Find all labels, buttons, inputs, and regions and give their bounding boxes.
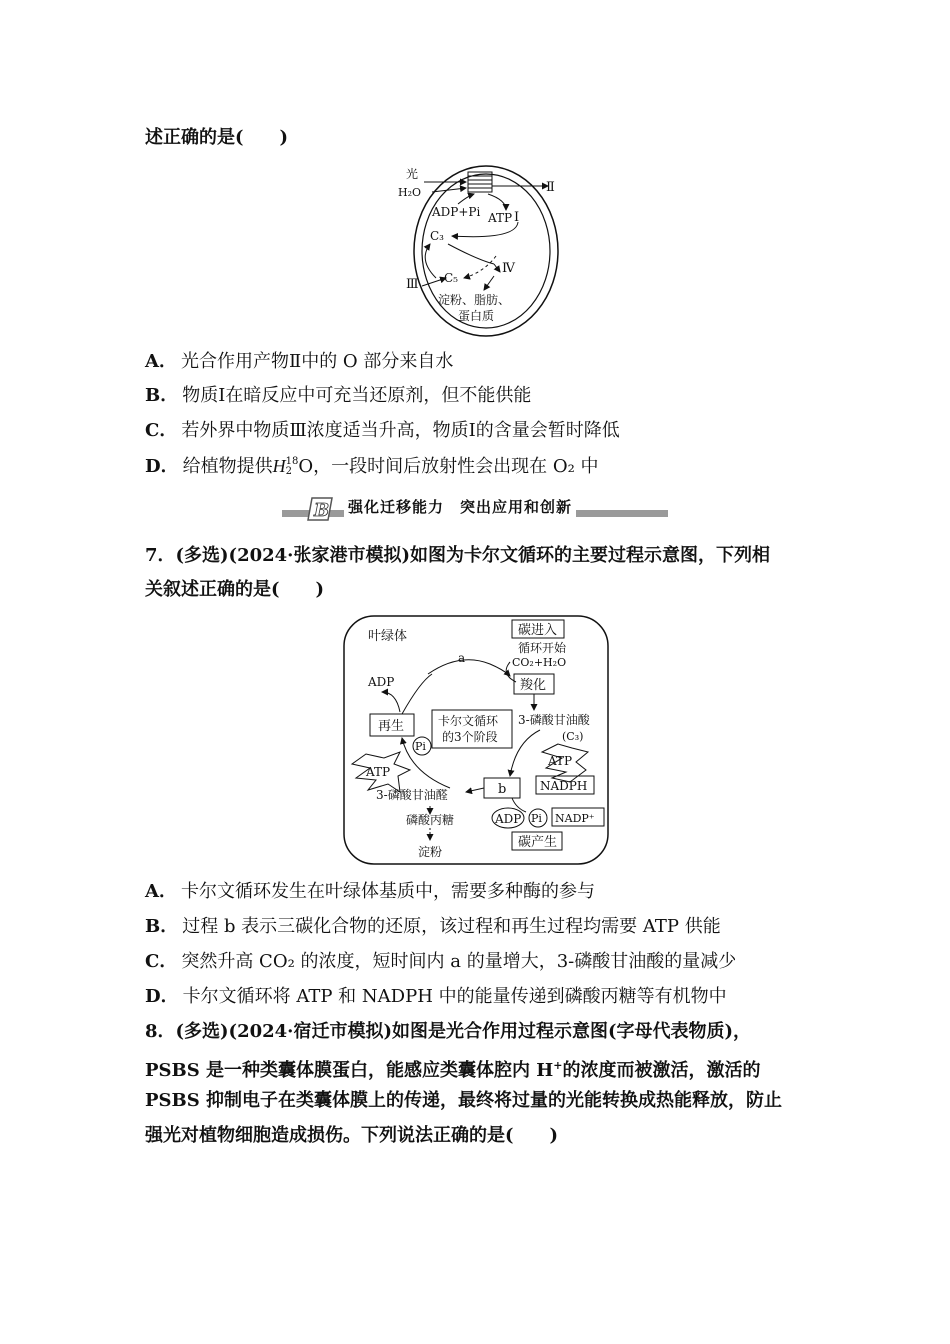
c3-label: C₃ — [430, 229, 444, 243]
adp-bottom-label: ADP — [495, 812, 522, 826]
starch-label: 淀粉 — [418, 845, 443, 859]
adp-left-label: ADP — [368, 675, 395, 689]
nadph-label: NADPH — [540, 779, 588, 793]
q6-option-b: B． 物质Ⅰ在暗反应中可充当还原剂，但不能供能 — [145, 385, 532, 406]
adp-pi-label: ADP+Pi — [432, 205, 481, 219]
q6-intro-tail: 述正确的是( ) — [145, 127, 289, 148]
q8-stem-line2: PSBS 是一种类囊体膜蛋白，能感应类囊体腔内 H+的浓度而被激活，激活的 — [145, 1059, 761, 1081]
roman1-label: Ⅰ — [514, 210, 520, 225]
section-b-badge-icon — [306, 496, 334, 522]
q8-stem-line4: 强光对植物细胞造成损伤。下列说法正确的是( ) — [145, 1125, 559, 1146]
carbon-out-label: 碳产生 — [518, 835, 558, 850]
atp-left-label: ATP — [366, 765, 391, 779]
pi-bottom-label: Pi — [531, 812, 542, 825]
q6-option-d: D． 给植物提供H 18 2 O，一段时间后放射性会出现在 O₂ 中 — [145, 456, 599, 477]
roman2-label: Ⅱ — [546, 180, 555, 195]
carboxylation-label: 羧化 — [520, 678, 547, 693]
q8-stem-line3: PSBS 抑制电子在类囊体膜上的传递，最终将过量的光能转换成热能释放，防止 — [145, 1090, 783, 1111]
carbon-in-label: 碳进入 — [518, 623, 558, 638]
water-label: H₂O — [398, 186, 422, 199]
regeneration-label: 再生 — [378, 719, 405, 734]
roman4-label: Ⅳ — [502, 261, 515, 276]
roman3-label: Ⅲ — [406, 277, 419, 292]
a-label: a — [458, 651, 466, 665]
q8-stem-line1: 8．(多选)(2024·宿迁市模拟)如图是光合作用过程示意图(字母代表物质)， — [145, 1021, 751, 1042]
c3-label: (C₃) — [562, 730, 584, 743]
svg-text:B: B — [314, 500, 330, 521]
products-line1: 淀粉、脂肪、 — [438, 293, 511, 307]
light-label: 光 — [406, 167, 419, 181]
atp-label: ATP — [488, 211, 513, 225]
q7-option-d: D． 卡尔文循环将 ATP 和 NADPH 中的能量传递到磷酸丙糖等有机物中 — [145, 986, 727, 1007]
center-label-line2: 的3个阶段 — [442, 730, 498, 744]
section-banner — [282, 494, 668, 524]
thylakoid-stack-icon — [468, 172, 492, 192]
q6-chloroplast-figure — [388, 160, 578, 340]
q7-calvin-cycle-figure — [340, 612, 612, 868]
products-line2: 蛋白质 — [458, 309, 495, 323]
b-label: b — [498, 782, 507, 797]
q7-stem-line1: 7．(多选)(2024·张家港市模拟)如图为卡尔文循环的主要过程示意图，下列相 — [145, 545, 770, 566]
q7-option-a: A． 卡尔文循环发生在叶绿体基质中，需要多种酶的参与 — [145, 881, 595, 902]
triose-label: 磷酸丙糖 — [406, 813, 455, 827]
q7-option-b: B． 过程 b 表示三碳化合物的还原，该过程和再生过程均需要 ATP 供能 — [145, 916, 721, 937]
banner-title: 强化迁移能力 突出应用和创新 — [344, 496, 576, 517]
co2-h2o-label: CO₂+H₂O — [512, 656, 567, 669]
pi-left-label: Pi — [415, 740, 426, 753]
cycle-start-label: 循环开始 — [518, 641, 567, 655]
chloroplast-label: 叶绿体 — [368, 629, 408, 644]
nadp-label: NADP⁺ — [555, 812, 595, 825]
g3p-label: 3-磷酸甘油醛 — [376, 788, 448, 802]
q7-option-c: C． 突然升高 CO₂ 的浓度，短时间内 a 的量增大，3-磷酸甘油酸的量减少 — [145, 951, 737, 972]
atp-right-label: ATP — [548, 754, 573, 768]
q6-option-c: C． 若外界中物质Ⅲ浓度适当升高，物质Ⅰ的含量会暂时降低 — [145, 420, 620, 441]
c5-label: C₅ — [444, 271, 458, 285]
pga-label: 3-磷酸甘油酸 — [518, 713, 590, 727]
q7-stem-line2: 关叙述正确的是( ) — [145, 579, 325, 600]
q6-option-a: A． 光合作用产物Ⅱ中的 O 部分来自水 — [145, 351, 454, 372]
center-label-line1: 卡尔文循环 — [438, 714, 499, 728]
